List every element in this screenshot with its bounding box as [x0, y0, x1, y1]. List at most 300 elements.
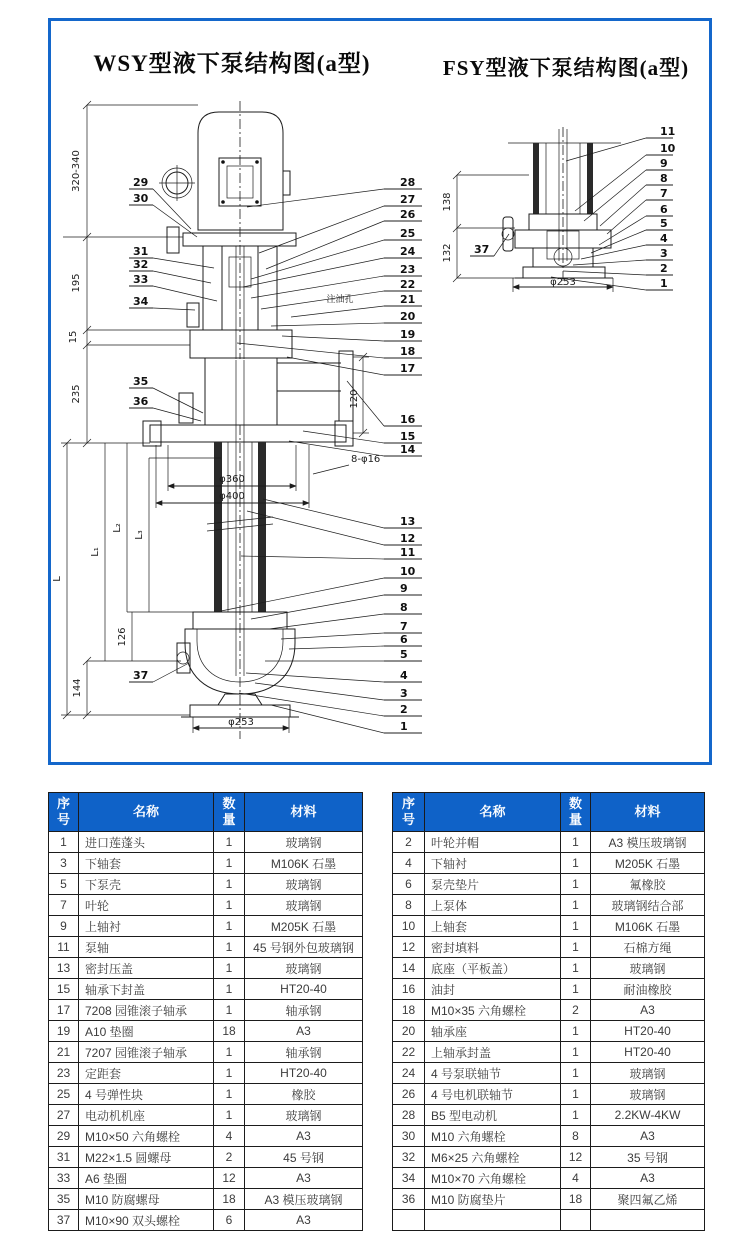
leader-line	[247, 189, 384, 207]
callout-number: 11	[400, 546, 416, 559]
table-cell: HT20-40	[245, 979, 363, 1000]
table-cell: 氟橡胶	[591, 874, 705, 895]
wsy-diagram-title: WSY型液下泵结构图(a型)	[93, 51, 371, 76]
table-cell: 轴承座	[425, 1021, 561, 1042]
table-cell: 玻璃钢	[245, 1105, 363, 1126]
leader-line	[287, 357, 384, 375]
callout-number: 5	[660, 217, 668, 230]
table-row	[393, 958, 705, 979]
callout-number: 35	[133, 375, 149, 388]
table-cell: 32	[393, 1147, 425, 1168]
leader-line	[246, 673, 384, 682]
table-cell: 15	[49, 979, 79, 1000]
table-cell: 12	[393, 937, 425, 958]
table-cell: 22	[393, 1042, 425, 1063]
callout-number: 2	[400, 703, 408, 716]
callout-number: 19	[400, 328, 416, 341]
table-row	[49, 1105, 363, 1126]
leader-line	[289, 646, 384, 649]
leader-line	[153, 286, 217, 301]
table-cell: 35	[49, 1189, 79, 1210]
bolt-left-top	[167, 227, 179, 253]
table-cell: M10×90 双头螺栓	[79, 1210, 214, 1231]
callout-number: 22	[400, 278, 416, 291]
table-row	[49, 1126, 363, 1147]
table-cell: 30	[393, 1126, 425, 1147]
leader-line	[282, 336, 384, 341]
table-cell: 25	[49, 1084, 79, 1105]
table-cell: 14	[393, 958, 425, 979]
wsy-callouts-left	[129, 176, 217, 682]
callout-number: 17	[400, 362, 416, 375]
table-row	[49, 937, 363, 958]
table-cell: M10×50 六角螺栓	[79, 1126, 214, 1147]
motor-base-plate	[183, 233, 296, 246]
leader-line	[289, 441, 384, 456]
table-cell: 13	[49, 958, 79, 979]
table-cell: 泵轴	[79, 937, 214, 958]
table-cell: M205K 石墨	[245, 916, 363, 937]
leader-line	[153, 205, 197, 237]
table-cell: 1	[561, 1105, 591, 1126]
table-cell: 玻璃钢	[245, 832, 363, 853]
table-cell: 12	[561, 1147, 591, 1168]
table-cell: 17	[49, 1000, 79, 1021]
table-cell: A3	[591, 1000, 705, 1021]
leader-line	[575, 155, 646, 211]
table-cell: 电动机机座	[79, 1105, 214, 1126]
table-cell: 油封	[425, 979, 561, 1000]
table-cell: 1	[561, 916, 591, 937]
table-cell	[561, 1210, 591, 1231]
table-cell: 1	[561, 895, 591, 916]
table-cell: M10 防腐垫片	[425, 1189, 561, 1210]
leader-line	[271, 705, 384, 733]
table-row	[49, 1042, 363, 1063]
table-cell: HT20-40	[591, 1042, 705, 1063]
table-cell: 7207 园锥滚子轴承	[79, 1042, 214, 1063]
table-row	[49, 1021, 363, 1042]
callout-number: 20	[400, 310, 416, 323]
table-cell: 1	[561, 853, 591, 874]
col-header-index: 序号	[393, 793, 425, 832]
table-cell: 玻璃钢	[245, 874, 363, 895]
table-cell: 1	[561, 958, 591, 979]
callout-number: 27	[400, 193, 416, 206]
leader-line	[607, 200, 646, 234]
callout-number: 4	[660, 232, 668, 245]
dim-144: 144	[72, 678, 83, 698]
callout-number: 4	[400, 669, 408, 682]
col-header-index: 序号	[49, 793, 79, 832]
table-row	[393, 874, 705, 895]
fsy-diagram	[442, 125, 676, 292]
table-cell: 上轴套	[425, 916, 561, 937]
leader-line	[221, 578, 384, 611]
table-cell: 18	[561, 1189, 591, 1210]
callout-number: 21	[400, 293, 416, 306]
table-cell: A3 模压玻璃钢	[245, 1189, 363, 1210]
table-cell: 玻璃钢	[245, 958, 363, 979]
callout-number: 32	[133, 258, 149, 271]
table-cell: A6 垫圈	[79, 1168, 214, 1189]
dim-L3: L₃	[134, 530, 145, 540]
table-row	[393, 1189, 705, 1210]
table-header-row	[49, 793, 363, 832]
leader-line	[269, 614, 384, 629]
table-row	[49, 895, 363, 916]
table-cell: 1	[214, 1084, 245, 1105]
leader-line	[261, 291, 384, 309]
table-cell: 10	[393, 916, 425, 937]
table-row	[393, 1042, 705, 1063]
table-cell: 7	[49, 895, 79, 916]
dim-dia253: φ253	[228, 717, 254, 728]
table-cell: 1	[214, 916, 245, 937]
table-cell: 密封填料	[425, 937, 561, 958]
table-row	[393, 937, 705, 958]
table-row	[49, 1147, 363, 1168]
table-cell: B5 型电动机	[425, 1105, 561, 1126]
callout-number: 1	[660, 277, 668, 290]
table-cell: M10 防腐螺母	[79, 1189, 214, 1210]
callout-number: 34	[133, 295, 149, 308]
pump-drawings	[51, 21, 709, 762]
leader-line	[281, 633, 384, 639]
callout-number: 8	[400, 601, 408, 614]
table-cell: 7208 园锥滚子轴承	[79, 1000, 214, 1021]
leader-line	[566, 138, 646, 161]
table-cell: M6×25 六角螺栓	[425, 1147, 561, 1168]
table-cell: 19	[49, 1021, 79, 1042]
table-cell: 4 号弹性块	[79, 1084, 214, 1105]
leader-line	[591, 230, 646, 253]
table-cell: 31	[49, 1147, 79, 1168]
table-cell: A3 模压玻璃钢	[591, 832, 705, 853]
table-cell: A3	[245, 1168, 363, 1189]
wsy-callouts-right-upper	[237, 176, 422, 375]
table-cell: 3	[49, 853, 79, 874]
callout-number: 18	[400, 345, 416, 358]
table-cell: 1	[214, 1042, 245, 1063]
table-cell: 1	[561, 1021, 591, 1042]
table-cell: M10 六角螺栓	[425, 1126, 561, 1147]
table-row	[393, 832, 705, 853]
table-row	[49, 853, 363, 874]
table-cell: 23	[49, 1063, 79, 1084]
table-cell: A3	[591, 1168, 705, 1189]
col-header-name: 名称	[79, 793, 214, 832]
table-cell: 36	[393, 1189, 425, 1210]
table-header-row	[393, 793, 705, 832]
table-cell: 21	[49, 1042, 79, 1063]
leader-line	[303, 431, 384, 443]
dim-dia400: φ400	[219, 491, 245, 502]
parts-table-right	[392, 792, 705, 1231]
table-cell: 2	[393, 832, 425, 853]
table-cell: 1	[214, 937, 245, 958]
fsy-callouts-right	[551, 125, 676, 290]
table-cell: 45 号钢	[245, 1147, 363, 1168]
callout-number: 8	[660, 172, 668, 185]
dim-dia360: φ360	[219, 474, 245, 485]
col-header-qty: 数量	[561, 793, 591, 832]
table-row	[49, 1210, 363, 1231]
table-cell: 1	[214, 874, 245, 895]
table-cell: 上轴衬	[79, 916, 214, 937]
table-cell: 玻璃钢	[591, 1084, 705, 1105]
table-row	[49, 916, 363, 937]
table-cell: 轴承钢	[245, 1042, 363, 1063]
table-cell: 下轴套	[79, 853, 214, 874]
table-cell: 33	[49, 1168, 79, 1189]
fsy-diagram-title: FSY型液下泵结构图(a型)	[442, 56, 690, 80]
table-cell: 1	[214, 832, 245, 853]
leader-line	[251, 276, 384, 298]
table-cell: 26	[393, 1084, 425, 1105]
table-cell: 2	[561, 1000, 591, 1021]
table-cell: 1	[49, 832, 79, 853]
leader-line	[271, 323, 384, 326]
wsy-diagram	[52, 101, 422, 739]
bearing-flange	[190, 330, 292, 358]
dim-120: 120	[349, 389, 360, 409]
table-row	[393, 1168, 705, 1189]
leader-line	[153, 408, 201, 421]
callout-number: 5	[400, 648, 408, 661]
dim-height-top: 320-340	[71, 150, 82, 192]
table-cell: 1	[214, 1105, 245, 1126]
bolt-left-mid	[187, 303, 199, 327]
table-cell: 玻璃钢	[245, 895, 363, 916]
leader-line	[581, 245, 646, 259]
table-cell: 20	[393, 1021, 425, 1042]
table-cell: 1	[561, 1063, 591, 1084]
leader-line	[237, 343, 384, 358]
table-row	[393, 1063, 705, 1084]
table-cell: 8	[561, 1126, 591, 1147]
callout-number: 7	[660, 187, 668, 200]
table-cell: 11	[49, 937, 79, 958]
table-cell: A10 垫圈	[79, 1021, 214, 1042]
table-cell: 9	[49, 916, 79, 937]
callout-number: 7	[400, 620, 408, 633]
table-cell: 轴承下封盖	[79, 979, 214, 1000]
dim-15: 15	[68, 330, 79, 344]
leader-line	[494, 234, 509, 256]
table-cell: 进口莲蓬头	[79, 832, 214, 853]
col-header-qty: 数量	[214, 793, 245, 832]
table-cell: 1	[561, 937, 591, 958]
table-cell: 2.2KW-4KW	[591, 1105, 705, 1126]
callout-number: 13	[400, 515, 416, 528]
table-cell: A3	[245, 1210, 363, 1231]
col-header-material: 材料	[245, 793, 363, 832]
leader-line	[584, 170, 646, 221]
table-cell: 石棉方绳	[591, 937, 705, 958]
table-cell: M10×70 六角螺栓	[425, 1168, 561, 1189]
dim-138: 138	[442, 192, 453, 212]
diagram-panel	[48, 18, 712, 765]
table-cell: A3	[245, 1126, 363, 1147]
table-row	[49, 1189, 363, 1210]
callout-number: 37	[474, 243, 490, 256]
leader-line	[153, 308, 195, 310]
table-row	[49, 958, 363, 979]
table-cell: 4	[393, 853, 425, 874]
callout-number: 2	[660, 262, 668, 275]
table-cell: 34	[393, 1168, 425, 1189]
table-cell: 1	[561, 1084, 591, 1105]
callout-number: 6	[660, 203, 668, 216]
table-cell: 18	[214, 1189, 245, 1210]
table-cell: 1	[214, 1000, 245, 1021]
fsy-side-bolt	[503, 217, 513, 251]
table-cell: HT20-40	[591, 1021, 705, 1042]
leader-line	[251, 595, 384, 619]
table-cell: 1	[214, 958, 245, 979]
table-cell: 玻璃钢	[591, 958, 705, 979]
table-cell: 上轴承封盖	[425, 1042, 561, 1063]
table-cell: 29	[49, 1126, 79, 1147]
table-cell: A3	[245, 1021, 363, 1042]
table-cell: 5	[49, 874, 79, 895]
col-header-material: 材料	[591, 793, 705, 832]
table-cell: 1	[561, 874, 591, 895]
leader-line	[291, 306, 384, 317]
callout-number: 31	[133, 245, 149, 258]
table-cell: 24	[393, 1063, 425, 1084]
table-row	[49, 874, 363, 895]
table-row	[393, 1126, 705, 1147]
table-cell: M22×1.5 圆螺母	[79, 1147, 214, 1168]
table-cell: 6	[214, 1210, 245, 1231]
table-row	[49, 1000, 363, 1021]
table-cell: 45 号钢外包玻璃钢	[245, 937, 363, 958]
table-row	[393, 1021, 705, 1042]
table-cell: 密封压盖	[79, 958, 214, 979]
callout-number: 16	[400, 413, 416, 426]
table-cell: 橡胶	[245, 1084, 363, 1105]
table-cell: 6	[393, 874, 425, 895]
table-cell: 1	[561, 832, 591, 853]
table-cell: 1	[561, 1042, 591, 1063]
table-cell: 泵壳垫片	[425, 874, 561, 895]
table-row	[49, 832, 363, 853]
callout-number: 11	[660, 125, 676, 138]
oil-hole-label: 注油孔	[326, 295, 354, 305]
parts-table-left	[48, 792, 363, 1231]
table-cell: 上泵体	[425, 895, 561, 916]
table-row	[49, 979, 363, 1000]
table-cell: 18	[393, 1000, 425, 1021]
table-cell: 37	[49, 1210, 79, 1231]
dim-L2: L₂	[112, 523, 123, 533]
table-row	[393, 853, 705, 874]
dim-bolt-holes: 8-φ16	[351, 454, 381, 465]
table-cell: 28	[393, 1105, 425, 1126]
fsy-casing	[502, 214, 613, 278]
table-cell: 8	[393, 895, 425, 916]
leader-line	[153, 258, 214, 268]
table-cell: M106K 石墨	[245, 853, 363, 874]
table-cell: M10×35 六角螺栓	[425, 1000, 561, 1021]
table-cell: 叶轮并帽	[425, 832, 561, 853]
table-cell: A3	[591, 1126, 705, 1147]
table-cell: 底座（平板盖）	[425, 958, 561, 979]
table-row	[393, 916, 705, 937]
table-row	[393, 1105, 705, 1126]
callout-number: 36	[133, 395, 149, 408]
callout-number: 10	[660, 142, 676, 155]
table-cell: 4	[561, 1168, 591, 1189]
callout-number: 33	[133, 273, 149, 286]
table-row	[393, 1210, 705, 1231]
table-cell: 4	[214, 1126, 245, 1147]
table-row	[393, 1084, 705, 1105]
callout-number: 24	[400, 245, 416, 258]
table-cell: 4 号电机联轴节	[425, 1084, 561, 1105]
table-cell: 4 号泵联轴节	[425, 1063, 561, 1084]
table-cell: 12	[214, 1168, 245, 1189]
table-cell: 18	[214, 1021, 245, 1042]
leader-line	[243, 258, 384, 287]
table-cell: 聚四氟乙烯	[591, 1189, 705, 1210]
callout-number: 25	[400, 227, 416, 240]
callout-number: 26	[400, 208, 416, 221]
dim-L1: L₁	[90, 547, 101, 557]
leader-line	[255, 683, 384, 700]
table-cell	[591, 1210, 705, 1231]
callout-number: 15	[400, 430, 416, 443]
table-cell: 16	[393, 979, 425, 1000]
table-row	[393, 895, 705, 916]
table-cell: 玻璃钢	[591, 1063, 705, 1084]
table-cell: 1	[214, 1063, 245, 1084]
callout-number: 29	[133, 176, 149, 189]
col-header-name: 名称	[425, 793, 561, 832]
table-cell: 叶轮	[79, 895, 214, 916]
dim-126: 126	[117, 627, 128, 647]
table-row	[49, 1084, 363, 1105]
dim-dia253-fsy: φ253	[550, 277, 576, 288]
table-cell: 定距套	[79, 1063, 214, 1084]
table-cell	[393, 1210, 425, 1231]
dim-235: 235	[71, 384, 82, 404]
callout-number: 6	[400, 633, 408, 646]
callout-number: 1	[400, 720, 408, 733]
dim-132: 132	[442, 243, 453, 263]
dim-L: L	[52, 576, 63, 582]
table-cell: 35 号钢	[591, 1147, 705, 1168]
callout-number: 10	[400, 565, 416, 578]
table-row	[49, 1168, 363, 1189]
callout-number: 23	[400, 263, 416, 276]
callout-number: 9	[660, 157, 668, 170]
table-cell: M106K 石墨	[591, 916, 705, 937]
table-cell: 耐油橡胶	[591, 979, 705, 1000]
table-cell: 下泵壳	[79, 874, 214, 895]
callout-number: 30	[133, 192, 149, 205]
table-cell: 1	[561, 979, 591, 1000]
callout-number: 9	[400, 582, 408, 595]
leader-line	[263, 499, 384, 528]
table-cell: 1	[214, 853, 245, 874]
table-cell	[425, 1210, 561, 1231]
callout-number: 3	[660, 247, 668, 260]
leader-line	[153, 388, 203, 413]
table-cell: 玻璃钢结合部	[591, 895, 705, 916]
